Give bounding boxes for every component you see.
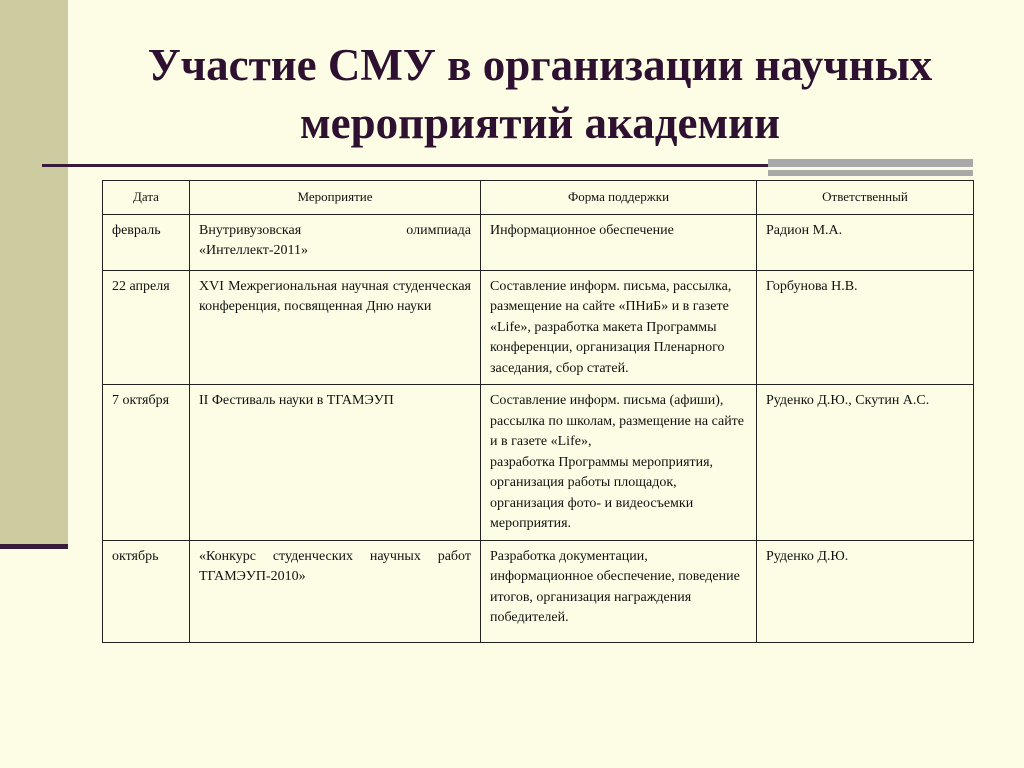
column-header-support: Форма поддержки bbox=[481, 181, 757, 215]
cell-support bbox=[481, 540, 757, 642]
decorative-gray-bar bbox=[768, 170, 973, 176]
cell-date: октябрь bbox=[103, 540, 190, 642]
cell-support bbox=[481, 214, 757, 270]
table-row bbox=[103, 270, 974, 385]
table-header-row bbox=[103, 181, 974, 215]
cell-support bbox=[481, 270, 757, 385]
left-decorative-rule bbox=[0, 544, 68, 549]
cell-date: 22 апреля bbox=[103, 270, 190, 385]
cell-responsible: Руденко Д.Ю. bbox=[757, 540, 974, 642]
table-row bbox=[103, 385, 974, 541]
cell-responsible: Радион М.А. bbox=[757, 214, 974, 270]
cell-event: II Фестиваль науки в ТГАМЭУП bbox=[190, 385, 481, 541]
support-text: Составление информ. письма, рассылка, размещение на сайте «ПНиБ» и в газете «Life», разработка макета Программы конференции, организация Пленарного заседания, сбор статей. bbox=[490, 278, 732, 376]
support-text: Составление информ. письма (афиши), рассылка по школам, размещение на сайте и в газете «Life», bbox=[490, 393, 745, 449]
left-decorative-band bbox=[0, 0, 68, 546]
support-text: Информационное обеспечение bbox=[490, 222, 674, 238]
slide-title: Участие СМУ в организации научных мероприятий академии bbox=[147, 40, 933, 148]
cell-date: 7 октября bbox=[103, 385, 190, 541]
cell-event: Внутривузовская олимпиада «Интеллект-2011» bbox=[190, 214, 481, 270]
column-header-date: Дата bbox=[103, 181, 190, 215]
cell-date: февраль bbox=[103, 214, 190, 270]
cell-responsible: Горбунова Н.В. bbox=[757, 270, 974, 385]
support-text: Разработка документации, информационное обеспечение, поведение итогов, организация награждения победителей. bbox=[490, 548, 740, 625]
cell-event: XVI Межрегиональная научная студенческая конференция, посвященная Дню науки bbox=[190, 270, 481, 385]
cell-responsible: Руденко Д.Ю., Скутин А.С. bbox=[757, 385, 974, 541]
table-row bbox=[103, 540, 974, 642]
column-header-event: Мероприятие bbox=[190, 181, 481, 215]
events-table bbox=[102, 180, 974, 643]
table-row bbox=[103, 214, 974, 270]
column-header-responsible: Ответственный bbox=[757, 181, 974, 215]
cell-event: «Конкурс студенческих научных работ ТГАМЭУП-2010» bbox=[190, 540, 481, 642]
cell-support bbox=[481, 385, 757, 541]
support-text: разработка Программы мероприятия, организация работы площадок, организация фото- и видеосъемки мероприятия. bbox=[490, 454, 714, 531]
decorative-gray-bar bbox=[768, 159, 973, 167]
